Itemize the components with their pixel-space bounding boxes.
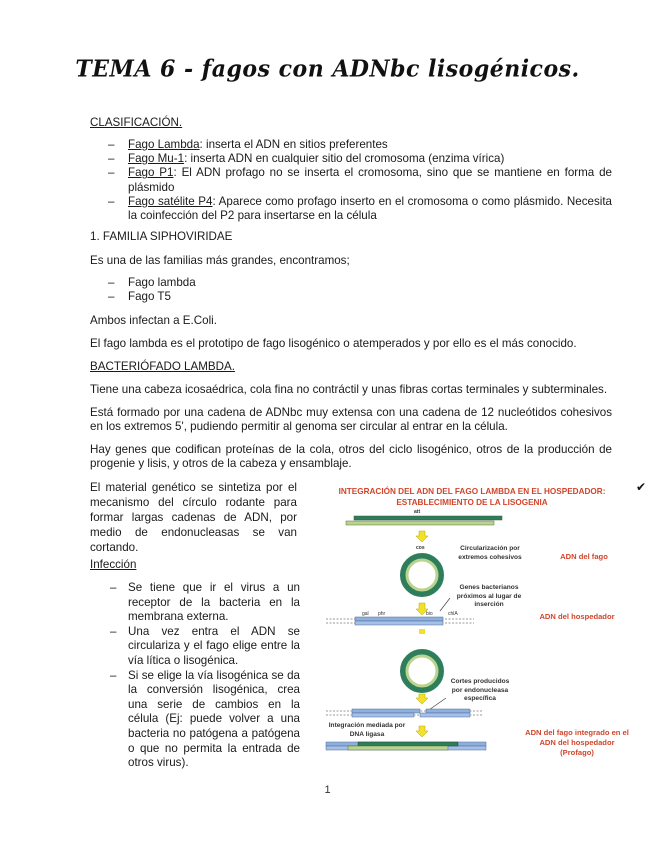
list-item: – Fago Mu-1: inserta ADN en cualquier sitio del cromosoma (enzima vírica) — [108, 152, 505, 166]
lambda-p3: Hay genes que codifican proteínas de la cola, otros del ciclo lisogénico, otros de la producción de progenie y lisis, y otros de la cabeza y ensamblaje. — [90, 443, 612, 471]
list-item: – Una vez entra el ADN se circulariza y el fago elige entre la vía lítica o lisogénica. — [110, 624, 300, 667]
list-item: – Fago Lambda: inserta el ADN en sitios preferentes — [108, 138, 388, 151]
term: Fago satélite P4 — [128, 194, 213, 208]
gene-bio: bio — [426, 611, 433, 617]
familia-list — [90, 276, 390, 304]
page-number: 1 — [324, 784, 331, 796]
familia-p1: Ambos infectan a E.Coli. — [90, 314, 217, 327]
list-item: – Si se elige la vía lisogénica se da la conversión lisogénica, crea una serie de cambios en la célula (Ej: puede volver a una bacteria no patógena a patógena o que no permita la entrada de otros virus). — [110, 668, 300, 770]
adn-fago-label: ADN del fago — [560, 552, 608, 561]
att-label: att — [414, 509, 421, 515]
term: Fago P1 — [128, 166, 174, 180]
familia-p2: El fago lambda es el prototipo de fago lisogénico o atemperados y por ello es el más conocido. — [90, 337, 577, 350]
lambda-p1: Tiene una cabeza icosaédrica, cola fina no contráctil y unas fibras cortas terminales y subterminales. — [90, 383, 608, 396]
adn-hospedador-label: ADN del hospedador — [539, 612, 615, 621]
term: Fago Mu-1 — [128, 152, 185, 166]
section-heading-infeccion: Infección — [90, 558, 137, 571]
gene-chla: chlA — [448, 611, 458, 617]
adn-integrado-label: ADN del fago integrado en el ADN del hospedador (Profago) — [525, 728, 629, 757]
integracion-label: Integración mediada por DNA ligasa — [328, 722, 406, 738]
list-item: – Fago P1: El ADN profago no se inserta el cromosoma, sino que se mantiene en forma de plásmido — [108, 166, 612, 194]
infeccion-list — [90, 581, 300, 771]
list-item: – Se tiene que ir el virus a un receptor de la bacteria en la membrana externa. — [110, 581, 300, 624]
page-title: TEMA 6 - fagos con ADNbc lisogénicos. — [75, 55, 580, 83]
section-heading-lambda: BACTERIÓFADO LAMBDA. — [90, 360, 235, 373]
diagram-title: INTEGRACIÓN DEL ADN DEL FAGO LAMBDA EN EL HOSPEDADOR: ESTABLECIMIENTO DE LA LISOGENIA — [338, 487, 606, 507]
section-heading-familia: 1. FAMILIA SIPHOVIRIDAE — [90, 230, 233, 243]
gene-gal: gal — [362, 611, 369, 617]
list-item: – Fago lambda — [108, 276, 196, 289]
clasificacion-list — [90, 138, 612, 223]
lambda-integration-diagram — [322, 478, 642, 770]
familia-intro: Es una de las familias más grandes, encontramos; — [90, 254, 350, 267]
gene-phr: phr — [378, 611, 386, 617]
list-item: – Fago satélite P4: Aparece como profago inserto en el cromosoma o como plásmido. Necesita la coinfección del P2 para insertarse en la célula — [108, 194, 612, 223]
cos-label: cos — [416, 545, 425, 551]
circularizacion-label: Circularización por extremos cohesivos — [458, 545, 522, 561]
term: Fago Lambda — [128, 138, 200, 151]
lambda-p2: Está formado por una cadena de ADNbc muy extensa con una cadena de 12 nucleótidos cohesivos en los extremos 5', pudiendo permitir al genoma ser circular al entrar en la célula. — [90, 406, 612, 434]
list-item: – Fago T5 — [108, 290, 171, 304]
checkmark-icon: ✔ — [636, 480, 647, 494]
section-heading-clasificacion: CLASIFICACIÓN. — [90, 116, 183, 129]
lambda-p4: El material genético se sintetiza por el mecanismo del círculo rodante para formar largas cadenas de ADN, por medio de endonucleasas se van cortando. — [90, 481, 297, 554]
cortes-label: Cortes producidos por endonucleasa específica — [450, 678, 510, 702]
genes-bacterianos-label: Genes bacterianos próximos al lugar de inserción — [456, 584, 522, 608]
